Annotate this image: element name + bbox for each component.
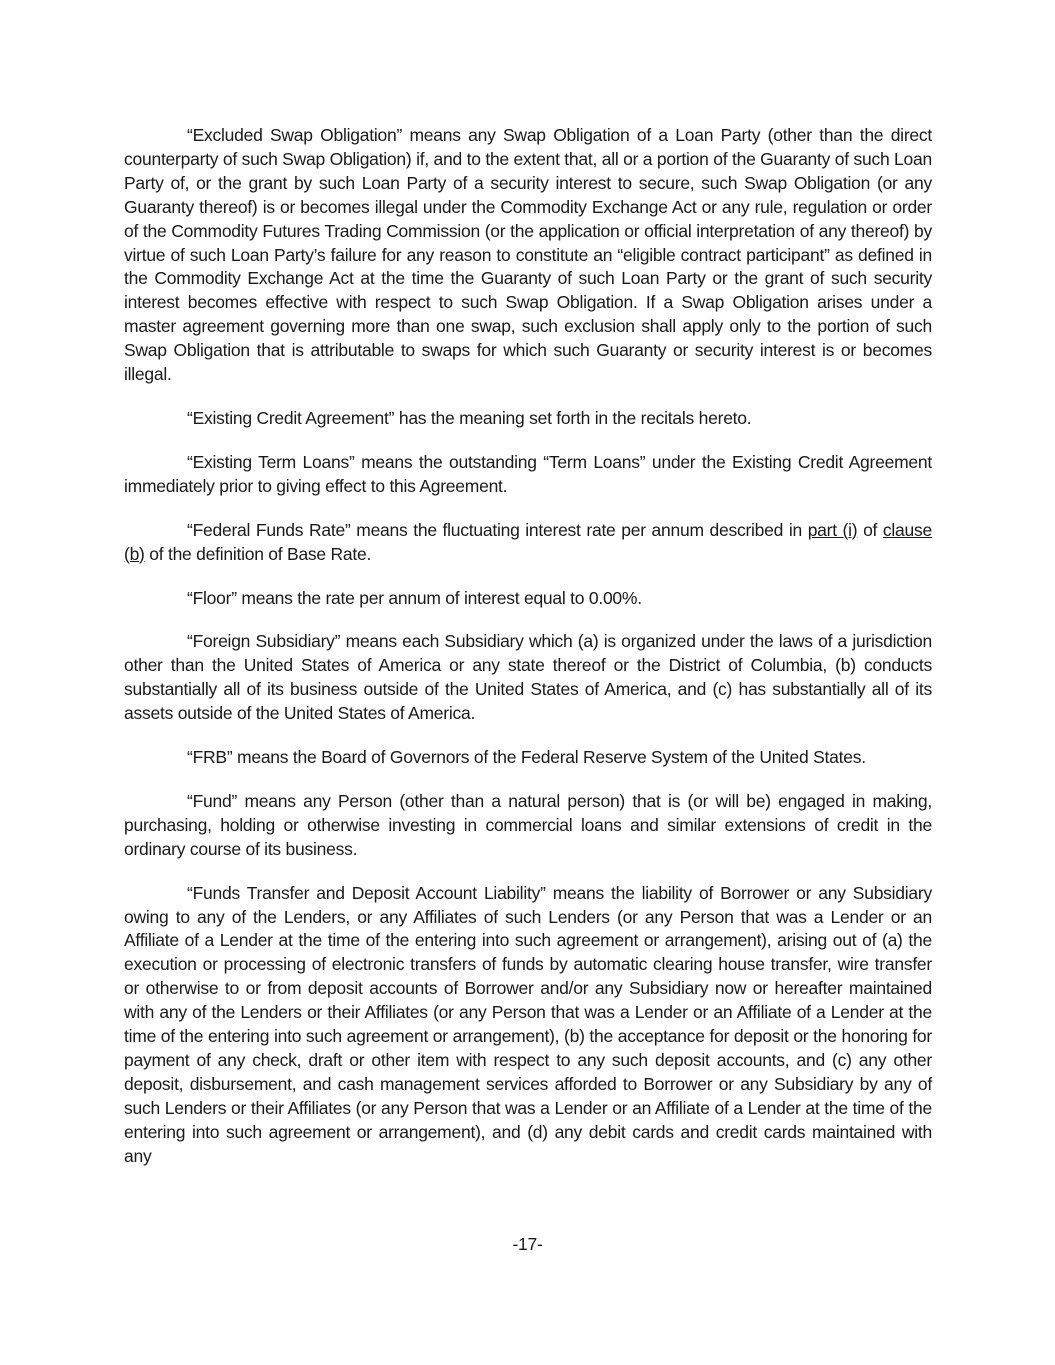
definition-text: means each Subsidiary which (a) is organized under the laws of a jurisdiction other than the United States of America or any state thereof or the District of Columbia, (b) conducts substantially all of its business outside of the United States of America, and (c) has substantially all of its assets outside of the United States of America. <box>124 631 933 724</box>
defined-term: “Existing Credit Agreement” <box>187 407 395 428</box>
defined-term: “Federal Funds Rate” <box>187 519 351 540</box>
defined-term: “Fund” <box>187 790 238 811</box>
definition-foreign-subsidiary <box>124 630 932 726</box>
definition-excluded-swap-obligation <box>124 124 932 387</box>
definition-text: means the rate per annum of interest equal to 0.00%. <box>236 587 642 608</box>
cross-reference-clause: clause (b) <box>124 519 932 564</box>
definition-funds-transfer-deposit-account-liability <box>124 882 932 1169</box>
definition-text: of <box>857 519 883 540</box>
page-number: -17- <box>512 1234 543 1254</box>
defined-term: “Foreign Subsidiary” <box>187 631 341 652</box>
definition-text: means the Board of Governors of the Federal Reserve System of the United States. <box>232 747 866 768</box>
definition-floor <box>124 587 932 611</box>
definition-federal-funds-rate <box>124 519 932 567</box>
defined-term: “Excluded Swap Obligation” <box>187 125 403 145</box>
definition-text: means the liability of Borrower or any Subsidiary owing to any of the Lenders, or any Affiliates of such Lenders (or any Person that was a Lender or an Affiliate of a Lender at the time of the entering into such agreement or arrangement), arising out of (a) the execution or processing of electronic transfers of funds by automatic clearing house transfer, wire transfer or otherwise to or from deposit accounts of Borrower and/or any Subsidiary now or hereafter maintained with any of the Lenders or their Affiliates (or any Person that was a Lender or an Affiliate of a Lender at the time of the entering into such agreement or arrangement), (b) the acceptance for deposit or the honoring for payment of any check, draft or other item with respect to any such deposit accounts, and (c) any other deposit, disbursement, and cash management services afforded to Borrower or any Subsidiary by any of such Lenders or their Affiliates (or any Person that was a Lender or an Affiliate of a Lender at the time of the entering into such agreement or arrangement), and (d) any debit cards and credit cards maintained with any <box>124 882 932 1166</box>
definition-text: means the outstanding “Term Loans” under the Existing Credit Agreement immediately prior to giving effect to this Agreement. <box>124 451 932 496</box>
definition-text: has the meaning set forth in the recitals hereto. <box>394 407 752 428</box>
definition-text: means any Person (other than a natural person) that is (or will be) engaged in making, purchasing, holding or otherwise investing in commercial loans and similar extensions of credit in the ordinary course of its business. <box>124 790 932 859</box>
definition-text: of the definition of Base Rate. <box>144 543 372 564</box>
defined-term: “Existing Term Loans” <box>187 451 355 472</box>
cross-reference-part: part (i) <box>807 519 858 540</box>
definition-existing-term-loans <box>124 451 932 499</box>
definition-frb <box>124 746 932 770</box>
defined-term: “FRB” <box>187 747 233 768</box>
definition-text: means any Swap Obligation of a Loan Party (other than the direct counterparty of such Swap Obligation) if, and to the extent that, all or a portion of the Guaranty of such Loan Party of, or the grant by such Loan Party of a security interest to secure, such Swap Obligation (or any Guaranty thereof) is or becomes illegal under the Commodity Exchange Act or any rule, regulation or order of the Commodity Futures Trading Commission (or the application or official interpretation of any thereof) by virtue of such Loan Party’s failure for any reason to constitute an “eligible contract participant” as defined in the Commodity Exchange Act at the time the Guaranty of such Loan Party or the grant of such security interest becomes effective with respect to such Swap Obligation. If a Swap Obligation arises under a master agreement governing more than one swap, such exclusion shall apply only to the portion of such Swap Obligation that is attributable to swaps for which such Guaranty or security interest is or becomes illegal. <box>124 125 932 385</box>
definition-fund <box>124 790 932 862</box>
document-page <box>124 124 932 1189</box>
definition-existing-credit-agreement <box>124 407 932 431</box>
defined-term: “Floor” <box>187 587 237 608</box>
defined-term: “Funds Transfer and Deposit Account Liability” <box>187 882 546 903</box>
definition-text: means the fluctuating interest rate per annum described in <box>350 519 808 540</box>
